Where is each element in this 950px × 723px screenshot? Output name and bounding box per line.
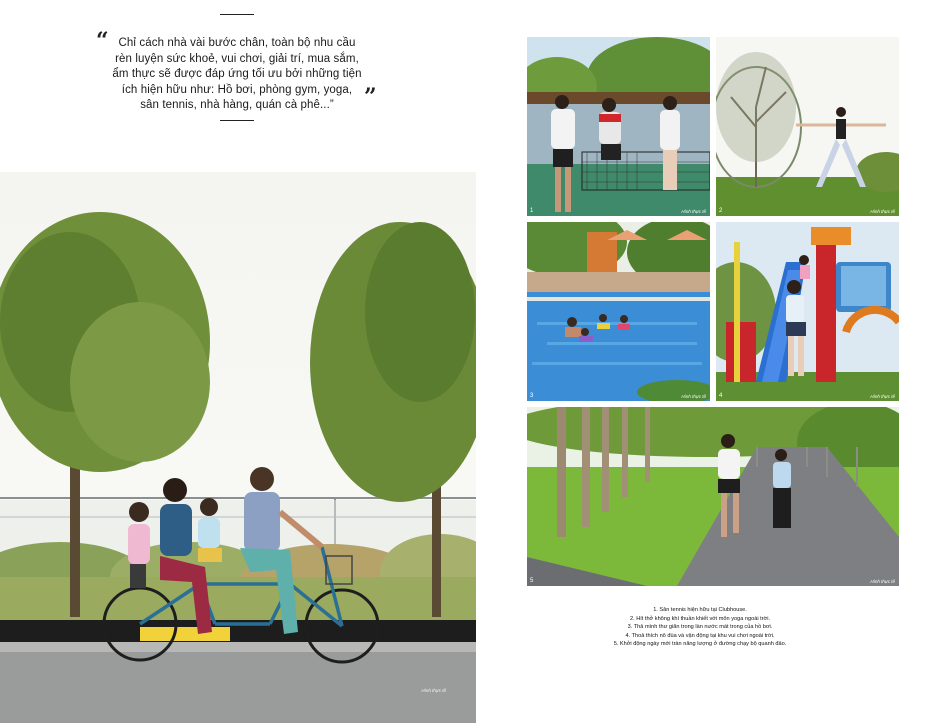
photo-yoga xyxy=(716,37,899,216)
photo-credit: Hình thực tế xyxy=(870,209,895,214)
top-divider xyxy=(220,14,254,15)
photo-running-track xyxy=(527,407,899,586)
photo-credit: Hình thực tế xyxy=(681,209,706,214)
caption-5: 5. Khởi động ngày mới tràn năng lượng ở đường chạy bộ quanh đảo. xyxy=(613,641,787,648)
photo-captions xyxy=(600,606,800,649)
photo-number: 4 xyxy=(719,393,723,399)
photo-number: 3 xyxy=(530,393,534,399)
hero-family-bicycle-photo xyxy=(0,172,476,723)
photo-playground xyxy=(716,222,899,401)
bottom-divider xyxy=(220,120,254,121)
photo-credit: Hình thực tế xyxy=(870,579,895,584)
photo-credit: Hình thực tế xyxy=(870,394,895,399)
photo-credit: Hình thực tế xyxy=(681,394,706,399)
hero-photo-credit: Hình thực tế xyxy=(421,688,446,693)
photo-number: 5 xyxy=(530,578,534,584)
photo-tennis xyxy=(527,37,710,216)
photo-number: 1 xyxy=(530,208,534,214)
caption-3: 3. Thả mình thư giãn trong làn nước mát trong của hồ bơi. xyxy=(627,624,773,631)
quote-close-mark: ” xyxy=(364,84,377,110)
photo-pool xyxy=(527,222,710,401)
right-page xyxy=(476,0,950,723)
quote-text: Chỉ cách nhà vài bước chân, toàn bộ nhu cầu rèn luyện sức khoẻ, vui chơi, giải trí, mua sắm, ẩm thực sẽ được đáp ứng tối ưu bởi những tiện ích hiện hữu như: Hồ bơi, phòng gym, yoga, sân tennis, nhà hàng, quán cà phê...” xyxy=(112,37,362,111)
photo-number: 2 xyxy=(719,208,723,214)
caption-4: 4. Thoả thích nô đùa và vận động tại khu vui chơi ngoài trời. xyxy=(625,632,775,639)
caption-2: 2. Hít thở không khí thuần khiết với môn yoga ngoài trời. xyxy=(629,615,771,622)
caption-1: 1. Sân tennis hiện hữu tại Clubhouse. xyxy=(653,607,747,613)
quote-open-mark: “ xyxy=(96,28,109,54)
